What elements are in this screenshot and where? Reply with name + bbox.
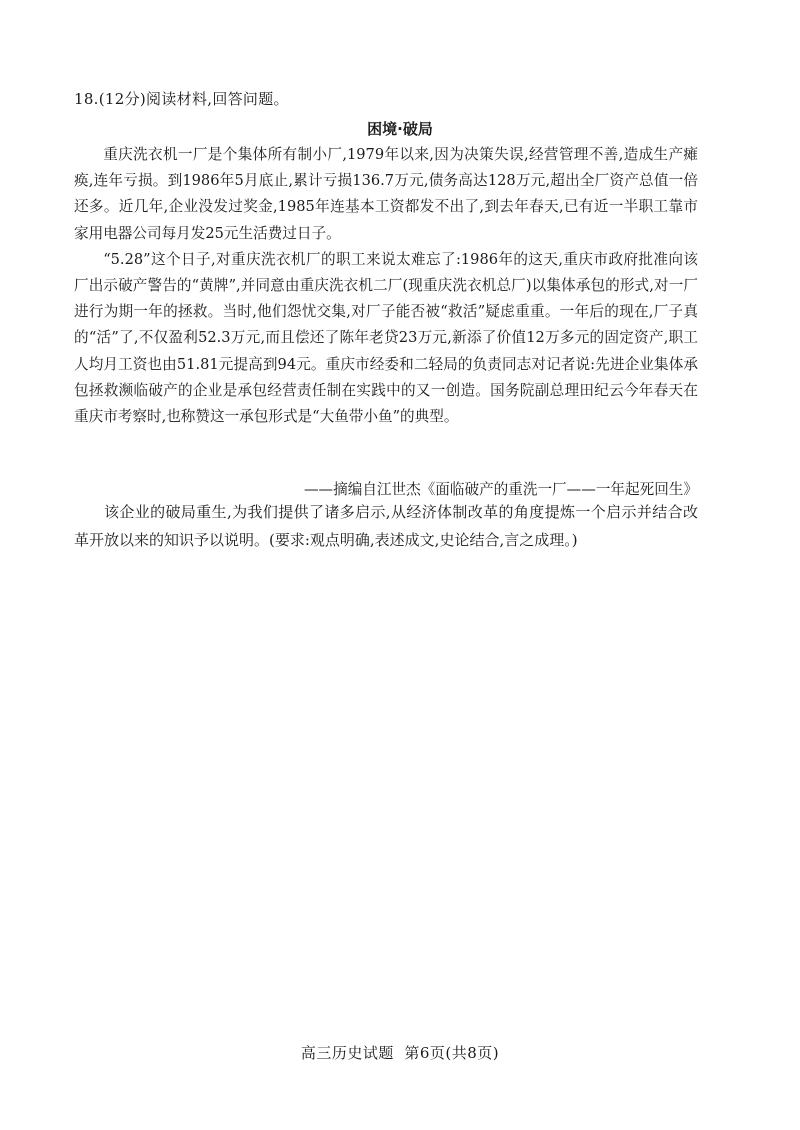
material-paragraph-1: 重庆洗衣机一厂是个集体所有制小厂,1979年以来,因为决策失误,经营管理不善,造成生产瘫痪,连年亏损。到1986年5月底止,累计亏损136.7万元,债务高达128万元,超出全厂资产总值一倍还多。近几年,企业没发过奖金,1985年连基本工资都发不出了,到去年春天,已有近一半职工靠市家用电器公司每月发25元生活费过日子。	[74, 146, 698, 242]
material-paragraph-2: “5.28”这个日子,对重庆洗衣机厂的职工来说太难忘了:1986年的这天,重庆市政府批准向该厂出示破产警告的“黄牌”,并同意由重庆洗衣机二厂(现重庆洗衣机总厂)以集体承包的形式,对一厂进行为期一年的拯救。当时,他们怨忧交集,对厂子能否被“救活”疑虑重重。一年后的现在,厂子真的“活”了,不仅盈利52.3万元,而且偿还了陈年老贷23万元,新添了价值12万多元的固定资产,职工人均月工资也由51.81元提高到94元。重庆市经委和二轻局的负责同志对记者说:先进企业集体承包拯救濒临破产的企业是承包经营责任制在实践中的又一创造。国务院副总理田纪云今年春天在重庆市考察时,也称赞这一承包形式是“大鱼带小鱼”的典型。	[74, 250, 698, 426]
material-title: 困境·破局	[367, 120, 433, 138]
page-footer: 高三历史试题 第6页(共8页)	[300, 1044, 500, 1062]
material-text	[74, 142, 698, 430]
material-source: ——摘编自江世杰《面临破产的重洗一厂——一年起死回生》	[303, 481, 698, 498]
question-prompt: 该企业的破局重生,为我们提供了诸多启示,从经济体制改革的角度提炼一个启示并结合改革开放以来的知识予以说明。(要求:观点明确,表述成文,史论结合,言之成理。)	[74, 503, 698, 549]
question-header: 18.(12分)阅读材料,回答问题。	[74, 90, 289, 108]
question-prompt-block	[74, 498, 698, 554]
